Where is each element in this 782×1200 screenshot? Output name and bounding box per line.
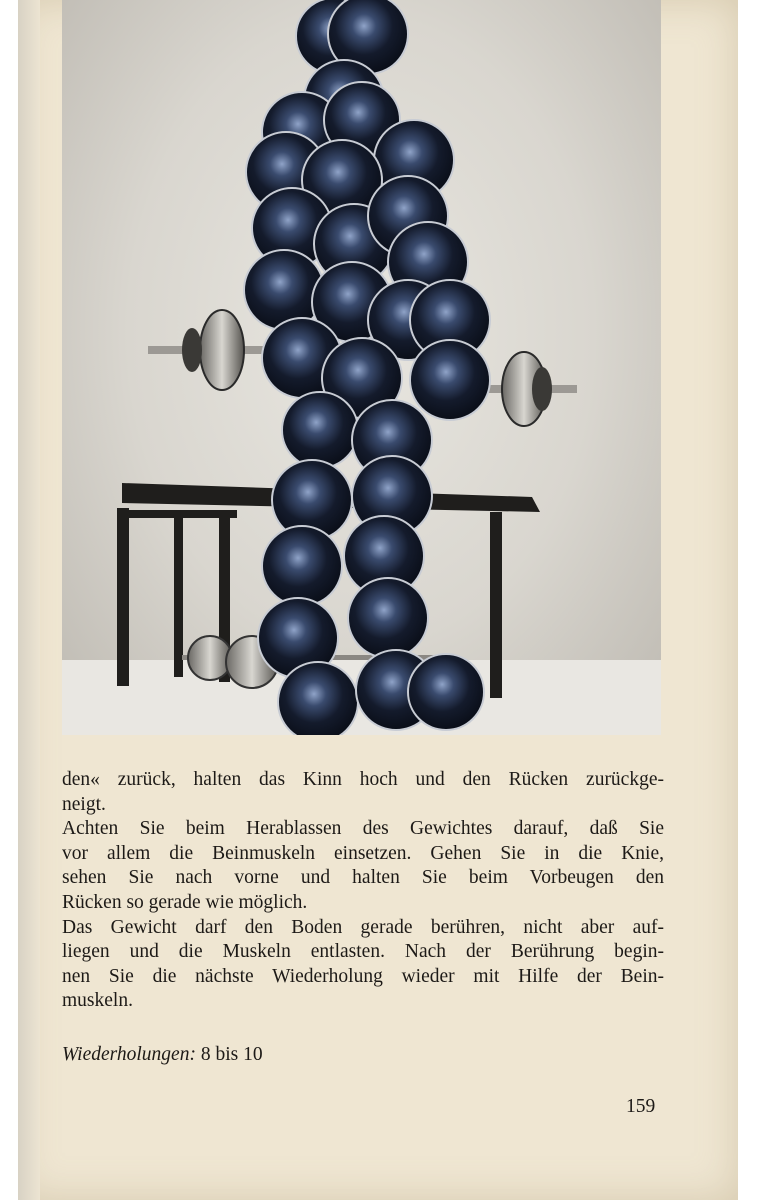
text-line: neigt. bbox=[62, 793, 106, 815]
text-line: vor allem die Beinmuskeln einsetzen. Gehen Sie in die Knie, bbox=[62, 842, 664, 864]
repetitions bbox=[62, 1044, 263, 1066]
text-line: Achten Sie beim Herablassen des Gewichtes darauf, daß Sie bbox=[62, 818, 664, 840]
repetitions-value: 8 bis 10 bbox=[200, 1044, 263, 1065]
text-line: den« zurück, halten das Kinn hoch und den Rücken zurückge- bbox=[62, 769, 664, 790]
left-dumbbell bbox=[148, 310, 268, 390]
collage-illustration bbox=[62, 0, 661, 735]
text-line: muskeln. bbox=[62, 990, 133, 1012]
collage-photo bbox=[62, 0, 661, 735]
text-line: Rücken so gerade wie möglich. bbox=[62, 891, 308, 913]
right-dumbbell bbox=[482, 352, 577, 426]
text-line: liegen und die Muskeln entlasten. Nach der Berührung begin- bbox=[62, 941, 664, 963]
text-line: sehen Sie nach vorne und halten Sie beim Vorbeugen den bbox=[62, 867, 664, 889]
text-line: nen Sie die nächste Wiederholung wieder mit Hilfe der Bein- bbox=[62, 965, 664, 987]
page-edge bbox=[18, 0, 40, 1200]
page-number: 159 bbox=[626, 1096, 656, 1117]
text-line: Das Gewicht darf den Boden gerade berühren, nicht aber auf- bbox=[62, 916, 664, 938]
repetitions-label: Wiederholungen: bbox=[62, 1044, 196, 1065]
body-text bbox=[62, 768, 664, 1014]
disc-figure bbox=[244, 0, 490, 735]
